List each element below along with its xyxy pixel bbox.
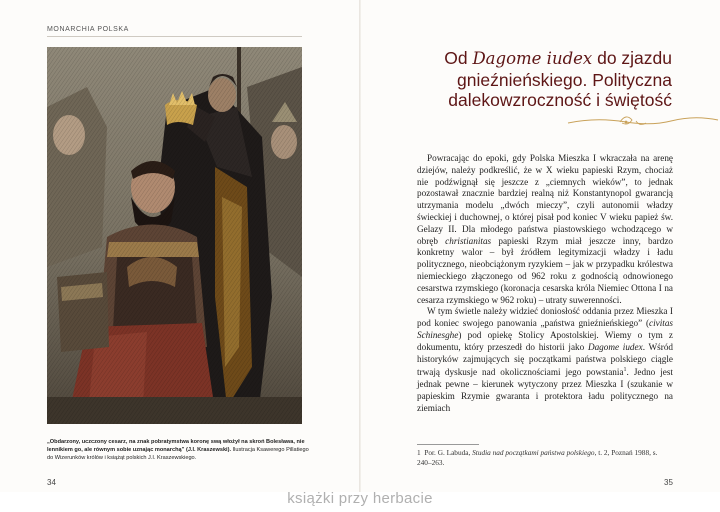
footnote-text-a: Por. G. Labuda, [424, 448, 473, 457]
title-prefix: Od [444, 48, 473, 68]
title-rest: do zjazdu gnieźnieńskiego. Polityczna dalekowzroczność i świętość [448, 48, 672, 110]
watermark: książki przy herbacie [287, 490, 433, 507]
footnote-rule [417, 444, 479, 445]
footnote-italic: Studia nad początkami państwa polskiego [472, 448, 595, 457]
footnote-ref[interactable]: 1 [623, 367, 627, 374]
footnote-text-b: , t. 2, Poznań 1988, s. 240–263. [417, 448, 658, 467]
p2-text-d: . Jedno jest jednak pewne – kierunek wytyczony przez Mieszka I (szukanie w papieskim Rzymie gwaranta i protektora ładu politycznego na ziemiach [417, 367, 673, 413]
page-number-left: 34 [47, 478, 56, 487]
flourish-ornament-icon [566, 111, 720, 131]
footnote [417, 448, 673, 467]
p2-italic-2: Dagome iudex [587, 341, 643, 352]
header-rule [47, 36, 302, 37]
chapter-title [400, 48, 672, 111]
caption-credit: Ilustracja Ksawerego Pillatiego do Wizerunków królów i książąt polskich J.I. Kraszewskiego. [47, 447, 309, 461]
title-italic: Dagome iudex [472, 49, 593, 68]
book-gutter [359, 0, 361, 492]
coronation-illustration [47, 47, 302, 424]
p1-italic: christianitas [445, 235, 492, 246]
page-number-right: 35 [664, 478, 673, 487]
p1-text-b: papieski Rzym miał jeszcze inny, bardzo konkretny walor – był źródłem legitymizacji władzy i ładu politycznego, nieobciążonym ryzykiem – jak w przypadku królestwa niemieckiego złączonego od 962 roku z godnością odnowionego cesarstwa rzymskiego (koronacja cesarska króla Niemiec Ottona I na cesarza rzymskiego w 962 roku) – utraty suwerenności. [417, 235, 673, 305]
footnote-number: 1 [417, 448, 421, 457]
paragraph-1 [417, 153, 673, 306]
coronation-engraving [47, 47, 302, 424]
body-text [417, 153, 673, 415]
paragraph-2 [417, 306, 673, 414]
p2-text-c: . Wśród historyków zajmujących się początkami państwa polskiego ciągle trwają dyskusje nad okolicznościami jego powstania [417, 341, 674, 378]
p1-text-a: Powracając do epoki, gdy Polska Mieszka I wkraczała na arenę dziejów, należy podkreślić, że w X wieku papieski Rzym, chociaż nie podźwignął się jeszcze z „ciemnych wieków”, to jednak pozostawał znacznie bardziej realną niż Konstantynopol gwarancją utrzymania modelu „dwóch mieczy”, czyli autonomii władzy świeckiej i duchownej, o której pisał pod koniec V wieku papież św. Gelazy II. Dla młodego państwa piastowskiego wchodzącego w obręb [417, 153, 673, 246]
illustration-caption [47, 438, 309, 462]
running-head: MONARCHIA POLSKA [47, 26, 129, 33]
p2-text-b: ) pod opiekę Stolicy Apostolskiej. Wiemy o tym z dokumentu, który przeszedł do historii jako [417, 329, 673, 352]
p2-italic: civitas Schinesghe [417, 318, 673, 340]
p2-text-a: W tym świetle należy widzieć doniosłość oddania przez Mieszka I pod koniec swojego panowania „państwa gnieźnieńskiego” ( [417, 306, 673, 329]
caption-quote: „Obdarzony, uczczony cesarz, na znak pobratymstwa koronę swą włożył na skroń Bolesława, nie lennikiem go, ale równym sobie uznając monarchą” (J.I. Kraszewski). [47, 439, 305, 453]
